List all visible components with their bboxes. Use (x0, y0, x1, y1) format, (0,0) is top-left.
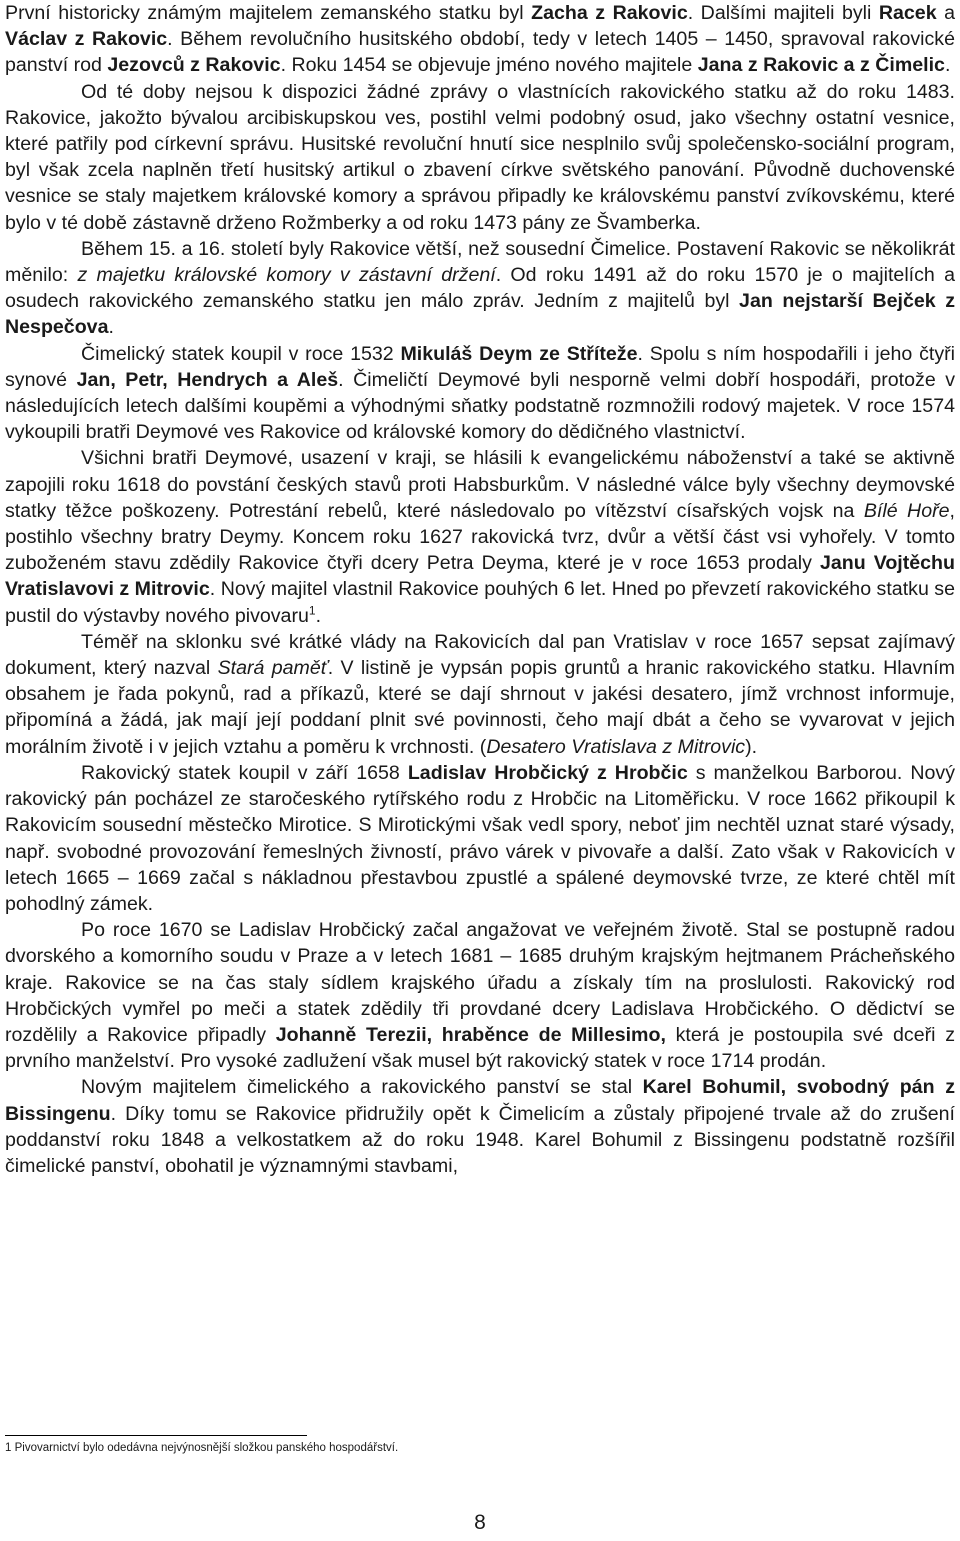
bold-text: Jan nejstarší Bejček z Nespečova (5, 290, 955, 339)
text-run: Novým majitelem čimelického a rakovického panství se stal (81, 1076, 643, 1099)
text-run: . Roku 1454 se objevuje jméno nového majitele (280, 54, 698, 77)
paragraph (5, 236, 955, 341)
text-run: . Nový majitel vlastnil Rakovice pouhých 6 let. Hned po převzetí rakovického statku se pustil do výstavby nového pivovaru (5, 578, 955, 627)
bold-text: Jezovců z Rakovic (107, 54, 281, 77)
bold-text: Racek (878, 2, 937, 24)
paragraph (5, 341, 955, 446)
text-run: Všichni bratři Deymové, usazení v kraji, se hlásili k evangelickému náboženství a také se aktivně zapojili roku 1618 do povstání českých stavů proti Habsburkům. V následné válce byly všechny deymovské statky těžce poškozeny. Potrestání rebelů, které následovalo po vítězství císařských vojsk na (5, 447, 955, 522)
text-run: . (108, 316, 114, 339)
paragraph (5, 760, 955, 917)
bold-text: Mikuláš Deym ze Stříteže (400, 342, 638, 365)
italic-text: Bílé Hoře (863, 499, 950, 522)
page-number: 8 (474, 1511, 486, 1534)
text-run: Téměř na sklonku své krátké vlády na Rakovicích dal pan Vratislav v roce 1657 sepsat zajímavý dokument, který nazval (5, 630, 955, 680)
text-run: Rakovický statek koupil v září 1658 (81, 761, 408, 784)
bold-text: Karel Bohumil, svobodný pán z Bissingenu (5, 1076, 955, 1125)
text-run: Čimelický statek koupil v roce 1532 (81, 342, 401, 365)
bold-text: Václav z Rakovic (5, 28, 168, 51)
text-run: . Díky tomu se Rakovice přidružily opět k Čimelicím a zůstaly připojené trvale až do zrušení poddanství roku 1848 a velkostatkem až do roku 1948. Karel Bohumil z Bissingenu podstatně rozšířil čimelické panství, obohatil je významnými stavbami, (5, 1102, 955, 1177)
bold-text: Jan, Petr, Hendrych a Aleš (76, 368, 339, 391)
text-run: která je postoupila své dceři z prvního manželství. Pro vysoké zadlužení však musel být rakovický statek v roce 1714 prodán. (5, 1023, 955, 1073)
italic-text: Desatero Vratislava z Mitrovic (486, 735, 746, 758)
paragraph (5, 917, 955, 1074)
paragraph (5, 629, 955, 760)
text-run: . Čimeličtí Deymové byli nesporně velmi dobří hospodáři, protože v následujících letech dalšími koupěmi a výhodnými sňatky podstatně rozmnožili rodový majetek. V roce 1574 vykoupili bratři Deymové ves Rakovice od královské komory do dědičného vlastnictví. (5, 368, 956, 444)
bold-text: Johanně Terezii, hraběnce de Millesimo, (275, 1023, 666, 1046)
text-run: . Během revolučního husitského období, tedy v letech 1405 – 1450, spravoval rakovické panství rod (5, 28, 955, 77)
text-run: a (936, 2, 956, 24)
bold-text: Zacha z Rakovic (531, 2, 688, 24)
bold-text: Jana z Rakovic a z Čimelic (697, 54, 945, 77)
paragraph (5, 1074, 955, 1179)
bold-text: Ladislav Hrobčický z Hrobčic (407, 761, 688, 784)
text-run: . Dalšími majiteli byli (687, 2, 879, 24)
text-run: . V listině je vypsán popis gruntů a hranic rakovického statku. Hlavním obsahem je řada pokynů, rad a příkazů, které se dají shrnout v jakési desatero, jímž vrchnost informuje, připomíná a žádá, jak mají její poddaní plnit své povinnosti, čeho mají dbát a čeho se vyvarovat v jejich morálním životě i v jejich vztahu a poměru k vrchnosti. ( (5, 657, 955, 758)
footnote: 1 Pivovarnictví bylo odedávna nejvýnosnější složkou panského hospodářství. (5, 1442, 399, 1454)
text-run: ). (745, 735, 758, 758)
text-run: Během 15. a 16. století byly Rakovice větší, než sousední Čimelice. Postavení Rakovic se několikrát měnilo: (5, 237, 955, 287)
footnote-divider (5, 1435, 307, 1436)
text-run: . Spolu s ním hospodařili i jeho čtyři synové (5, 342, 956, 391)
italic-text: Stará paměť (217, 657, 328, 680)
text-run: s manželkou Barborou. Nový rakovický pán pocházel ze staročeského rytířského rodu z Hrobčic na Litoměřicku. V roce 1662 přikoupil k Rakovicím sousední městečko Mirotice. S Mirotickými však vedl spory, neboť jim nechtěl uznat staré výsady, např. svobodné provozování řemeslných živností, právo várek v pivovaře a další. Zato však v Rakovicích v letech 1665 – 1669 začal s nákladnou přestavbou zpustlé a spálené deymovské tvrze, ze které chtěl mít pohodlný zámek. (5, 761, 956, 915)
footnote-marker: 1 (308, 603, 316, 618)
text-run: . Od roku 1491 až do roku 1570 je o majitelích a osudech rakovického zemanského statku jen málo zpráv. Jedním z majitelů byl (5, 264, 955, 313)
text-run: Po roce 1670 se Ladislav Hrobčický začal angažovat ve veřejném životě. Stal se postupně radou dvorského a komorního soudu v Praze a v letech 1681 – 1685 druhým krajským hejtmanem Prácheňského kraje. Rakovice se na čas staly sídlem krajského úřadu a získaly tím na proslulosti. Rakovický rod Hrobčických vymřel po meči a statek zdědily tři provdané dcery Ladislava Hrobčického. O dědictví se rozdělily a Rakovice připadly (5, 919, 955, 1046)
text-run: Od té doby nejsou k dispozici žádné zprávy o vlastnících rakovického statku až do roku 1483. Rakovice, jakožto bývalou arcibiskupskou ves, postihl velmi podobný osud, jako všechny ostatní vesnice, které patřily pod církevní správu. Husitské revoluční hnutí sice nesplnilo svůj společensko-sociální program, byl však zcela naplněn třetí husitský artikul o zbavení církve světského panování. Původně duchovenské vesnice se staly majetkem královské komory a správou připadly ke královskému panství zvíkovskému, které bylo v té době zástavně drženo Rožmberky a od roku 1473 pány ze Švamberka. (5, 80, 955, 234)
bold-text: Janu Vojtěchu Vratislavovi z Mitrovic (5, 552, 955, 601)
text-run: . (944, 54, 951, 77)
paragraph (5, 0, 955, 79)
text-run: , postihlo všechny bratry Deymy. Koncem roku 1627 rakovická tvrz, dvůr a větší část vsi vyhořely. V tomto zuboženém stavu zdědily Rakovice čtyři dcery Petra Deyma, které je v roce 1653 prodaly (5, 499, 955, 575)
text-run: . (315, 604, 322, 627)
body-text (5, 0, 955, 1179)
paragraph (5, 445, 955, 628)
paragraph (5, 79, 955, 236)
italic-text: z majetku královské komory v zástavní držení (77, 264, 496, 287)
text-run: První historicky známým majitelem zemanského statku byl (5, 2, 532, 24)
